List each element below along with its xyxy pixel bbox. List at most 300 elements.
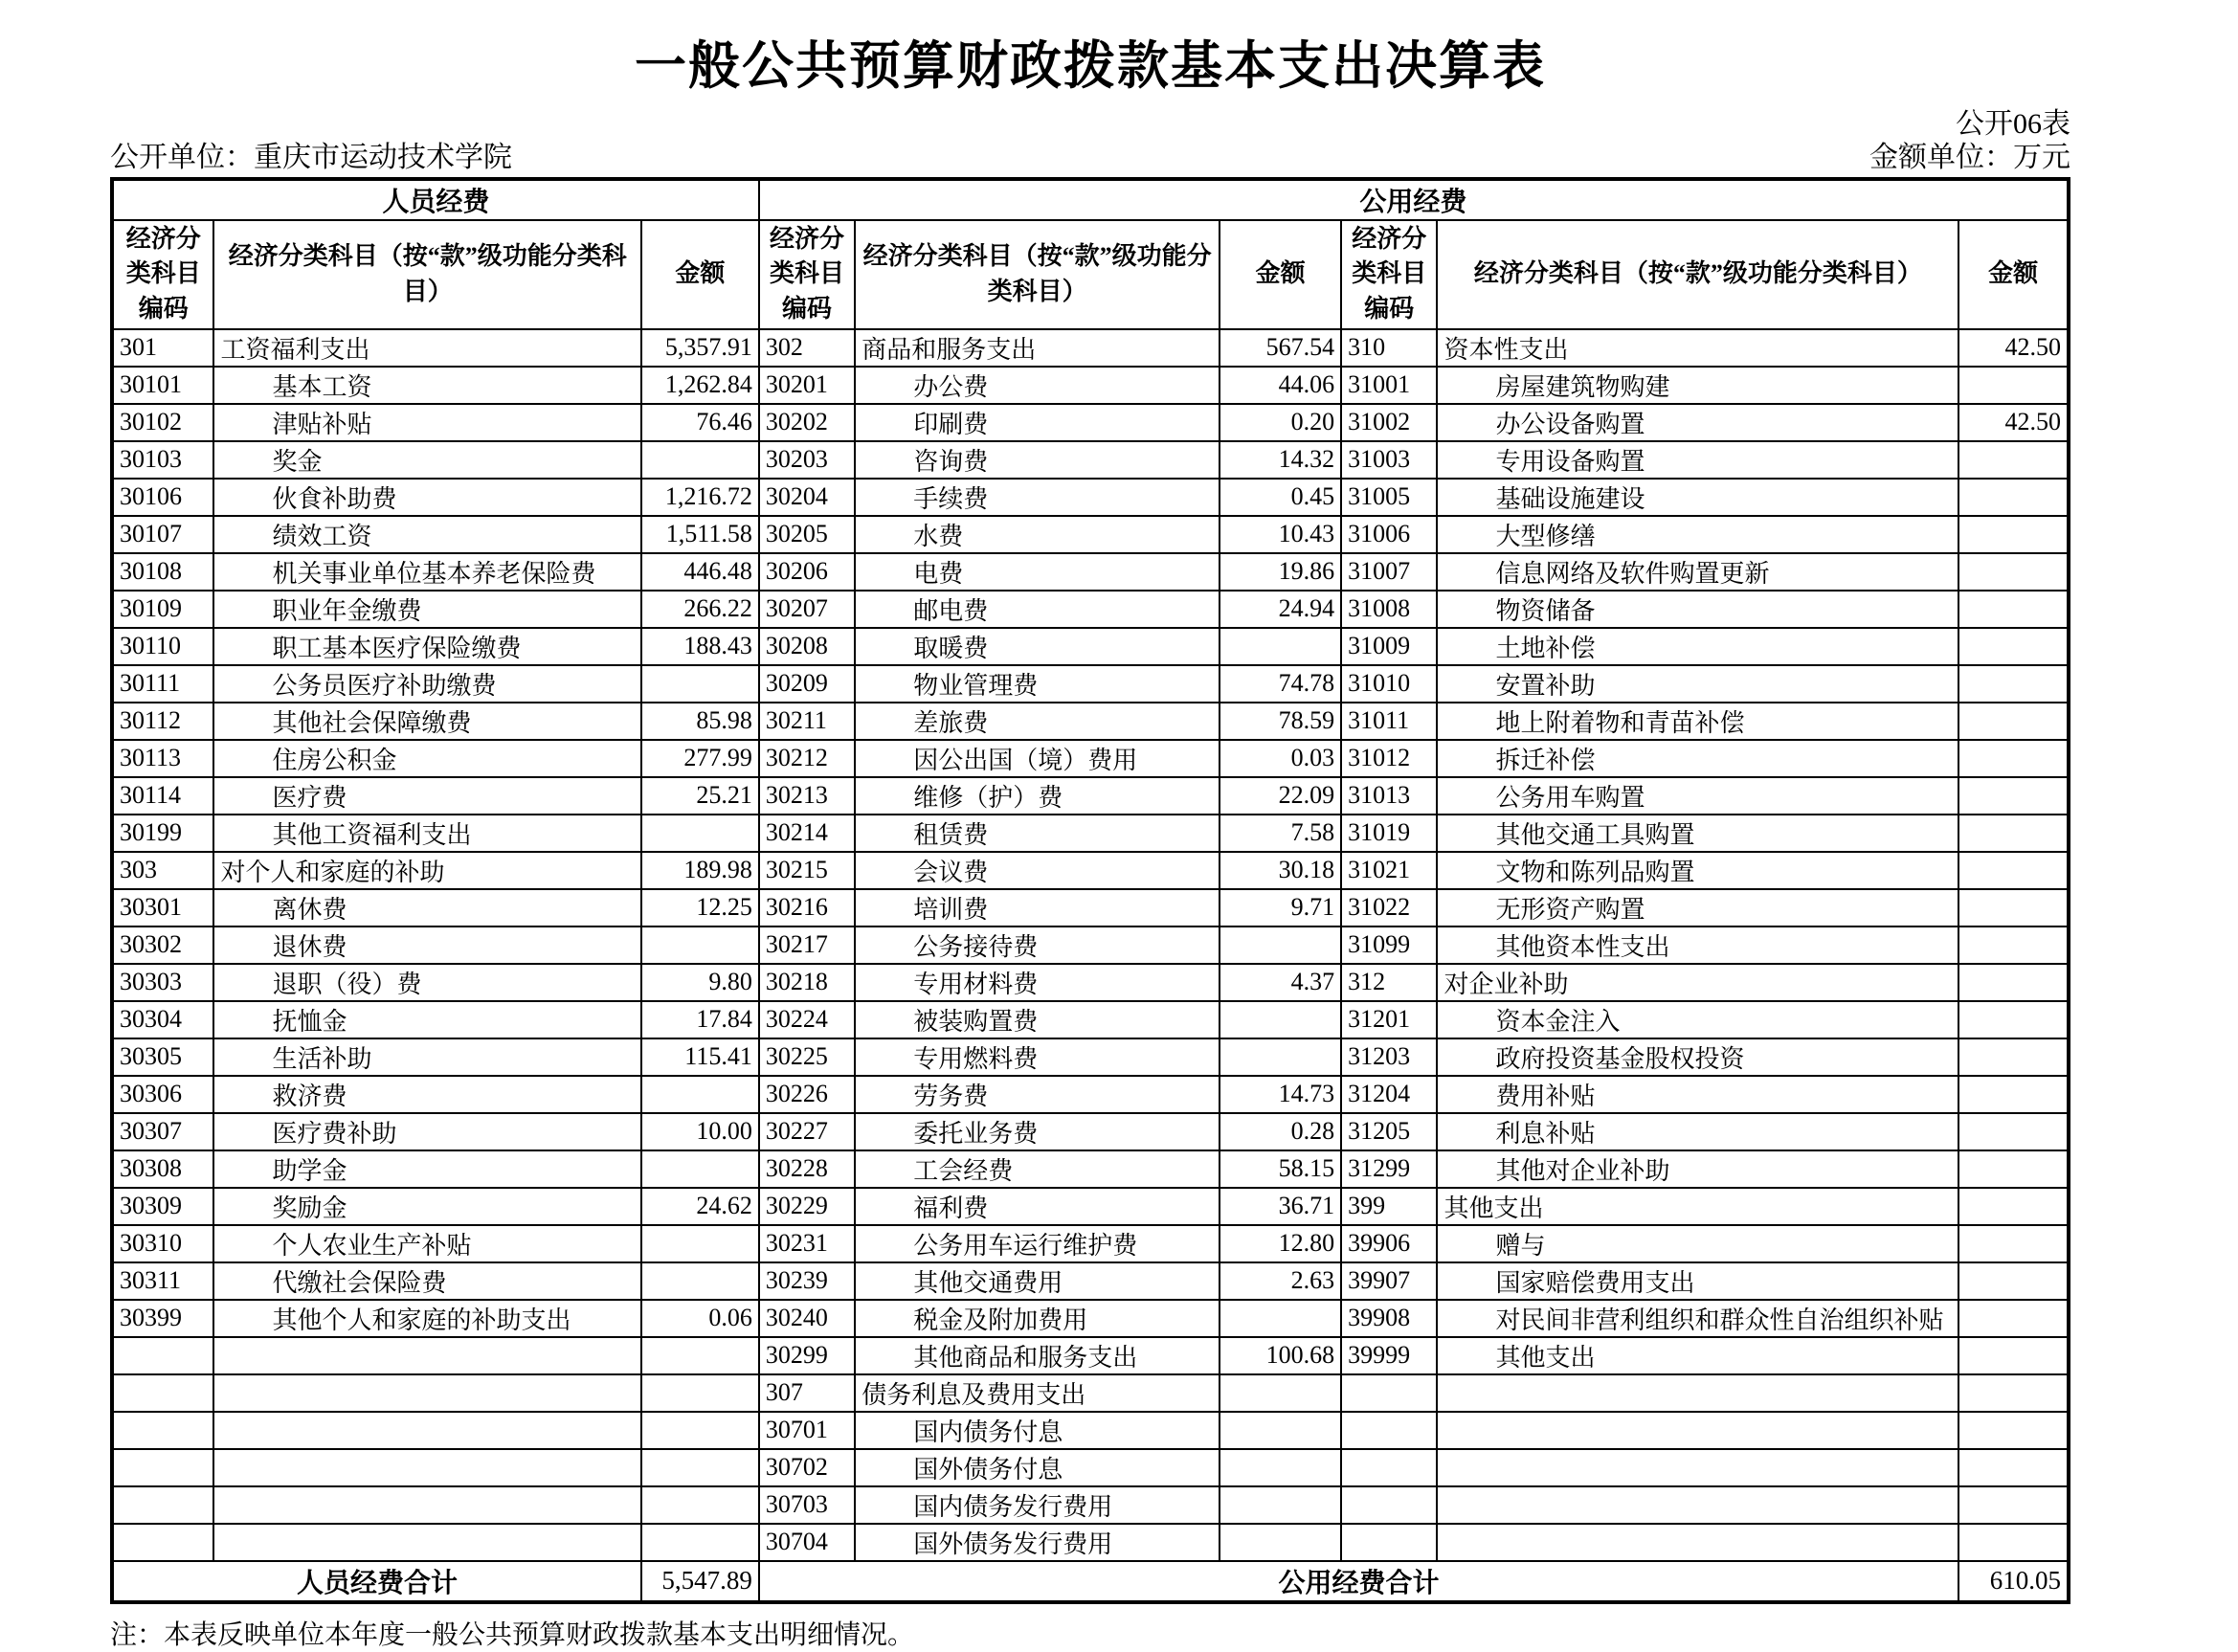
total-row (112, 1561, 2069, 1602)
amount-cell (641, 926, 759, 964)
code-cell: 30102 (112, 404, 213, 441)
amount-cell (1220, 1412, 1341, 1449)
code-cell: 31003 (1341, 441, 1437, 479)
table-row (112, 404, 2069, 441)
amount-cell: 42.50 (1958, 329, 2069, 367)
table-row (112, 777, 2069, 815)
table-row (112, 926, 2069, 964)
amount-cell: 85.98 (641, 703, 759, 740)
code-cell: 30306 (112, 1076, 213, 1113)
amount-cell (1958, 926, 2069, 964)
code-cell: 30307 (112, 1113, 213, 1150)
subject-cell: 费用补贴 (1437, 1076, 1958, 1113)
subject-cell: 生活补助 (213, 1038, 640, 1076)
subject-cell: 房屋建筑物购建 (1437, 367, 1958, 404)
unit-line (110, 142, 2070, 175)
amount-cell (641, 441, 759, 479)
amount-cell: 266.22 (641, 591, 759, 628)
subject-cell: 离休费 (213, 889, 640, 926)
amount-cell: 277.99 (641, 740, 759, 777)
amount-cell (1958, 1262, 2069, 1300)
amount-cell: 0.03 (1220, 740, 1341, 777)
amount-cell (641, 1412, 759, 1449)
subject-cell: 无形资产购置 (1437, 889, 1958, 926)
code-cell: 30702 (759, 1449, 855, 1486)
code-cell: 30309 (112, 1188, 213, 1225)
amount-cell: 9.71 (1220, 889, 1341, 926)
subject-cell: 其他资本性支出 (1437, 926, 1958, 964)
subject-cell: 专用燃料费 (855, 1038, 1220, 1076)
amount-cell: 0.06 (641, 1300, 759, 1337)
amount-cell (1958, 1113, 2069, 1150)
table-row (112, 964, 2069, 1001)
code-cell (112, 1449, 213, 1486)
table-row (112, 852, 2069, 889)
subject-cell: 税金及附加费用 (855, 1300, 1220, 1337)
subject-cell: 国家赔偿费用支出 (1437, 1262, 1958, 1300)
subject-cell: 公务接待费 (855, 926, 1220, 964)
subject-cell (213, 1412, 640, 1449)
table-row (112, 1486, 2069, 1524)
code-cell (112, 1486, 213, 1524)
subject-cell: 助学金 (213, 1150, 640, 1188)
code-cell: 31099 (1341, 926, 1437, 964)
subject-cell: 工会经费 (855, 1150, 1220, 1188)
table-row (112, 1337, 2069, 1374)
amount-cell: 74.78 (1220, 665, 1341, 703)
code-cell: 30304 (112, 1001, 213, 1038)
subject-cell: 基础设施建设 (1437, 479, 1958, 516)
code-cell: 30703 (759, 1486, 855, 1524)
amount-cell (641, 815, 759, 852)
subject-cell: 会议费 (855, 852, 1220, 889)
subject-cell: 公务用车购置 (1437, 777, 1958, 815)
amount-cell: 78.59 (1220, 703, 1341, 740)
table-row (112, 367, 2069, 404)
code-cell: 30199 (112, 815, 213, 852)
code-cell: 399 (1341, 1188, 1437, 1225)
code-cell: 310 (1341, 329, 1437, 367)
subject-cell: 救济费 (213, 1076, 640, 1113)
code-cell: 31002 (1341, 404, 1437, 441)
subject-cell: 其他商品和服务支出 (855, 1337, 1220, 1374)
amount-cell: 7.58 (1220, 815, 1341, 852)
amount-cell (641, 1076, 759, 1113)
subject-cell: 退休费 (213, 926, 640, 964)
code-cell: 39999 (1341, 1337, 1437, 1374)
public-total-value: 610.05 (1958, 1561, 2069, 1602)
code-cell: 303 (112, 852, 213, 889)
code-cell: 30303 (112, 964, 213, 1001)
subject-cell: 医疗费 (213, 777, 640, 815)
code-cell: 31012 (1341, 740, 1437, 777)
subject-cell: 国内债务付息 (855, 1412, 1220, 1449)
amount-cell (1958, 1449, 2069, 1486)
amount-cell (1958, 1150, 2069, 1188)
code-cell (1341, 1449, 1437, 1486)
subject-cell: 奖励金 (213, 1188, 640, 1225)
col-header-subject-3: 经济分类科目（按“款”级功能分类科目） (1437, 220, 1958, 329)
code-cell: 31001 (1341, 367, 1437, 404)
amount-cell (1220, 1449, 1341, 1486)
table-row (112, 441, 2069, 479)
code-cell: 30310 (112, 1225, 213, 1262)
amount-cell (1958, 1225, 2069, 1262)
code-cell: 30209 (759, 665, 855, 703)
amount-cell (1958, 852, 2069, 889)
amount-cell (1958, 1188, 2069, 1225)
code-cell: 30225 (759, 1038, 855, 1076)
code-cell: 30103 (112, 441, 213, 479)
code-cell: 39906 (1341, 1225, 1437, 1262)
code-cell: 30226 (759, 1076, 855, 1113)
col-header-amount-1: 金额 (641, 220, 759, 329)
table-row (112, 665, 2069, 703)
table-row (112, 628, 2069, 665)
amount-cell (1958, 703, 2069, 740)
amount-cell (641, 665, 759, 703)
code-cell (1341, 1374, 1437, 1412)
amount-cell: 10.43 (1220, 516, 1341, 553)
subject-cell: 专用设备购置 (1437, 441, 1958, 479)
subject-cell: 职业年金缴费 (213, 591, 640, 628)
subject-cell: 其他支出 (1437, 1188, 1958, 1225)
code-cell: 30110 (112, 628, 213, 665)
code-cell: 30239 (759, 1262, 855, 1300)
amount-cell (1220, 1001, 1341, 1038)
amount-cell: 1,511.58 (641, 516, 759, 553)
amount-cell: 19.86 (1220, 553, 1341, 591)
code-cell (112, 1524, 213, 1561)
code-cell: 30228 (759, 1150, 855, 1188)
code-cell: 30108 (112, 553, 213, 591)
subject-cell: 政府投资基金股权投资 (1437, 1038, 1958, 1076)
subject-cell: 劳务费 (855, 1076, 1220, 1113)
code-cell: 30208 (759, 628, 855, 665)
subject-cell: 其他个人和家庭的补助支出 (213, 1300, 640, 1337)
code-cell (112, 1412, 213, 1449)
amount-cell (641, 1449, 759, 1486)
col-header-code-2: 经济分类科目编码 (759, 220, 855, 329)
amount-cell: 446.48 (641, 553, 759, 591)
code-cell: 30229 (759, 1188, 855, 1225)
amount-unit-label: 金额单位：万元 (1869, 142, 2070, 173)
amount-cell (1958, 628, 2069, 665)
subject-cell: 委托业务费 (855, 1113, 1220, 1150)
code-cell: 30224 (759, 1001, 855, 1038)
publishing-unit-label: 公开单位：重庆市运动技术学院 (110, 142, 512, 173)
subject-cell (1437, 1524, 1958, 1561)
subject-cell: 伙食补助费 (213, 479, 640, 516)
code-cell: 31299 (1341, 1150, 1437, 1188)
subject-cell: 其他交通工具购置 (1437, 815, 1958, 852)
table-row (112, 1038, 2069, 1076)
group-header-row (112, 179, 2069, 220)
amount-cell (1958, 1076, 2069, 1113)
subject-cell: 邮电费 (855, 591, 1220, 628)
amount-cell (1958, 889, 2069, 926)
subject-cell: 被装购置费 (855, 1001, 1220, 1038)
subject-cell (213, 1337, 640, 1374)
table-row (112, 1113, 2069, 1150)
amount-cell (641, 1150, 759, 1188)
amount-cell (1958, 1524, 2069, 1561)
subject-cell: 租赁费 (855, 815, 1220, 852)
amount-cell: 0.45 (1220, 479, 1341, 516)
subject-cell (213, 1486, 640, 1524)
code-cell: 31205 (1341, 1113, 1437, 1150)
code-cell: 31007 (1341, 553, 1437, 591)
subject-cell: 培训费 (855, 889, 1220, 926)
table-row (112, 591, 2069, 628)
subject-cell: 抚恤金 (213, 1001, 640, 1038)
code-cell (1341, 1486, 1437, 1524)
amount-cell: 76.46 (641, 404, 759, 441)
code-cell: 31006 (1341, 516, 1437, 553)
code-cell: 301 (112, 329, 213, 367)
subject-cell: 奖金 (213, 441, 640, 479)
amount-cell: 9.80 (641, 964, 759, 1001)
code-cell: 39907 (1341, 1262, 1437, 1300)
subject-cell: 因公出国（境）费用 (855, 740, 1220, 777)
code-cell: 30218 (759, 964, 855, 1001)
code-cell: 31005 (1341, 479, 1437, 516)
amount-cell (1220, 1524, 1341, 1561)
code-cell: 30211 (759, 703, 855, 740)
subject-cell: 土地补偿 (1437, 628, 1958, 665)
subject-cell: 对民间非营利组织和群众性自治组织补贴 (1437, 1300, 1958, 1337)
amount-cell: 14.73 (1220, 1076, 1341, 1113)
table-row (112, 1076, 2069, 1113)
amount-cell (1958, 553, 2069, 591)
amount-cell: 24.62 (641, 1188, 759, 1225)
code-cell: 30201 (759, 367, 855, 404)
amount-cell (641, 1262, 759, 1300)
subject-cell: 其他工资福利支出 (213, 815, 640, 852)
code-cell: 30107 (112, 516, 213, 553)
personnel-total-value: 5,547.89 (641, 1561, 759, 1602)
code-cell: 30114 (112, 777, 213, 815)
amount-cell (1958, 1038, 2069, 1076)
amount-cell (1220, 628, 1341, 665)
amount-cell (1220, 1374, 1341, 1412)
subject-cell: 资本金注入 (1437, 1001, 1958, 1038)
code-cell: 30701 (759, 1412, 855, 1449)
code-cell: 31010 (1341, 665, 1437, 703)
amount-cell (1958, 964, 2069, 1001)
table-row (112, 1412, 2069, 1449)
amount-cell (1958, 367, 2069, 404)
subject-cell (213, 1449, 640, 1486)
table-row (112, 1150, 2069, 1188)
basic-expenditure-table (110, 177, 2070, 1604)
amount-cell: 4.37 (1220, 964, 1341, 1001)
amount-cell: 0.20 (1220, 404, 1341, 441)
table-row (112, 1262, 2069, 1300)
code-cell: 31201 (1341, 1001, 1437, 1038)
code-cell: 30213 (759, 777, 855, 815)
amount-cell: 24.94 (1220, 591, 1341, 628)
code-cell: 30212 (759, 740, 855, 777)
subject-cell: 维修（护）费 (855, 777, 1220, 815)
subject-cell: 物业管理费 (855, 665, 1220, 703)
code-cell (112, 1374, 213, 1412)
table-row (112, 479, 2069, 516)
subject-cell: 信息网络及软件购置更新 (1437, 553, 1958, 591)
amount-cell: 0.28 (1220, 1113, 1341, 1150)
amount-cell (1958, 1337, 2069, 1374)
code-cell: 30205 (759, 516, 855, 553)
table-row (112, 740, 2069, 777)
subject-cell: 退职（役）费 (213, 964, 640, 1001)
amount-cell: 17.84 (641, 1001, 759, 1038)
table-row (112, 1449, 2069, 1486)
code-cell: 30202 (759, 404, 855, 441)
amount-cell (1958, 665, 2069, 703)
col-header-code-1: 经济分类科目编码 (112, 220, 213, 329)
subject-cell: 其他支出 (1437, 1337, 1958, 1374)
subject-cell: 文物和陈列品购置 (1437, 852, 1958, 889)
col-header-subject-2: 经济分类科目（按“款”级功能分类科目） (855, 220, 1220, 329)
code-cell: 31008 (1341, 591, 1437, 628)
amount-cell: 5,357.91 (641, 329, 759, 367)
amount-cell: 42.50 (1958, 404, 2069, 441)
subject-cell: 其他对企业补助 (1437, 1150, 1958, 1188)
table-row (112, 1300, 2069, 1337)
code-cell (1341, 1412, 1437, 1449)
subject-cell: 水费 (855, 516, 1220, 553)
subject-cell: 拆迁补偿 (1437, 740, 1958, 777)
subject-cell: 绩效工资 (213, 516, 640, 553)
code-cell: 307 (759, 1374, 855, 1412)
subject-cell (1437, 1486, 1958, 1524)
code-cell: 30109 (112, 591, 213, 628)
amount-cell (1958, 591, 2069, 628)
code-cell: 31011 (1341, 703, 1437, 740)
code-cell: 30215 (759, 852, 855, 889)
amount-cell (1958, 479, 2069, 516)
subject-cell: 公务员医疗补助缴费 (213, 665, 640, 703)
amount-cell: 36.71 (1220, 1188, 1341, 1225)
amount-cell (1958, 516, 2069, 553)
table-row (112, 1188, 2069, 1225)
code-cell: 30217 (759, 926, 855, 964)
amount-cell: 567.54 (1220, 329, 1341, 367)
code-cell: 30227 (759, 1113, 855, 1150)
subject-cell: 津贴补贴 (213, 404, 640, 441)
amount-cell: 22.09 (1220, 777, 1341, 815)
subject-cell: 机关事业单位基本养老保险费 (213, 553, 640, 591)
subject-cell: 安置补助 (1437, 665, 1958, 703)
amount-cell (1220, 926, 1341, 964)
subject-cell: 债务利息及费用支出 (855, 1374, 1220, 1412)
code-cell: 30302 (112, 926, 213, 964)
col-header-subject-1: 经济分类科目（按“款”级功能分类科目） (213, 220, 640, 329)
code-cell: 30240 (759, 1300, 855, 1337)
column-header-row (112, 220, 2069, 329)
subject-cell: 电费 (855, 553, 1220, 591)
amount-cell: 189.98 (641, 852, 759, 889)
amount-cell (641, 1486, 759, 1524)
subject-cell: 个人农业生产补贴 (213, 1225, 640, 1262)
code-cell: 31203 (1341, 1038, 1437, 1076)
subject-cell: 专用材料费 (855, 964, 1220, 1001)
code-cell: 30111 (112, 665, 213, 703)
amount-cell: 25.21 (641, 777, 759, 815)
code-cell: 30308 (112, 1150, 213, 1188)
amount-cell (1958, 777, 2069, 815)
amount-cell: 1,216.72 (641, 479, 759, 516)
amount-cell: 44.06 (1220, 367, 1341, 404)
code-cell: 30216 (759, 889, 855, 926)
code-cell: 312 (1341, 964, 1437, 1001)
code-cell: 31019 (1341, 815, 1437, 852)
code-cell: 31009 (1341, 628, 1437, 665)
code-cell: 30207 (759, 591, 855, 628)
subject-cell: 地上附着物和青苗补偿 (1437, 703, 1958, 740)
subject-cell (213, 1524, 640, 1561)
subject-cell: 职工基本医疗保险缴费 (213, 628, 640, 665)
code-cell: 30399 (112, 1300, 213, 1337)
subject-cell: 住房公积金 (213, 740, 640, 777)
code-cell: 30101 (112, 367, 213, 404)
subject-cell: 商品和服务支出 (855, 329, 1220, 367)
subject-cell: 物资储备 (1437, 591, 1958, 628)
amount-cell (641, 1337, 759, 1374)
group-header-public: 公用经费 (759, 179, 2069, 220)
subject-cell: 对个人和家庭的补助 (213, 852, 640, 889)
subject-cell: 办公费 (855, 367, 1220, 404)
table-row (112, 1225, 2069, 1262)
amount-cell (641, 1225, 759, 1262)
subject-cell: 印刷费 (855, 404, 1220, 441)
subject-cell: 公务用车运行维护费 (855, 1225, 1220, 1262)
amount-cell (1958, 1374, 2069, 1412)
subject-cell: 利息补贴 (1437, 1113, 1958, 1150)
subject-cell: 其他交通费用 (855, 1262, 1220, 1300)
personnel-total-label: 人员经费合计 (112, 1561, 641, 1602)
subject-cell: 大型修缮 (1437, 516, 1958, 553)
subject-cell: 赠与 (1437, 1225, 1958, 1262)
subject-cell: 资本性支出 (1437, 329, 1958, 367)
code-cell (112, 1337, 213, 1374)
subject-cell (1437, 1374, 1958, 1412)
subject-cell: 对企业补助 (1437, 964, 1958, 1001)
code-cell: 30113 (112, 740, 213, 777)
code-cell: 39908 (1341, 1300, 1437, 1337)
code-cell: 30112 (112, 703, 213, 740)
code-cell: 30206 (759, 553, 855, 591)
amount-cell (1958, 1412, 2069, 1449)
code-cell: 30214 (759, 815, 855, 852)
subject-cell: 工资福利支出 (213, 329, 640, 367)
code-cell: 30301 (112, 889, 213, 926)
table-row (112, 329, 2069, 367)
subject-cell (1437, 1412, 1958, 1449)
amount-cell: 115.41 (641, 1038, 759, 1076)
subject-cell: 手续费 (855, 479, 1220, 516)
subject-cell: 医疗费补助 (213, 1113, 640, 1150)
amount-cell: 2.63 (1220, 1262, 1341, 1300)
amount-cell (1958, 1001, 2069, 1038)
code-cell: 30305 (112, 1038, 213, 1076)
code-cell: 31021 (1341, 852, 1437, 889)
subject-cell: 其他社会保障缴费 (213, 703, 640, 740)
code-cell: 30299 (759, 1337, 855, 1374)
code-cell: 30106 (112, 479, 213, 516)
code-cell: 30231 (759, 1225, 855, 1262)
code-cell: 31204 (1341, 1076, 1437, 1113)
